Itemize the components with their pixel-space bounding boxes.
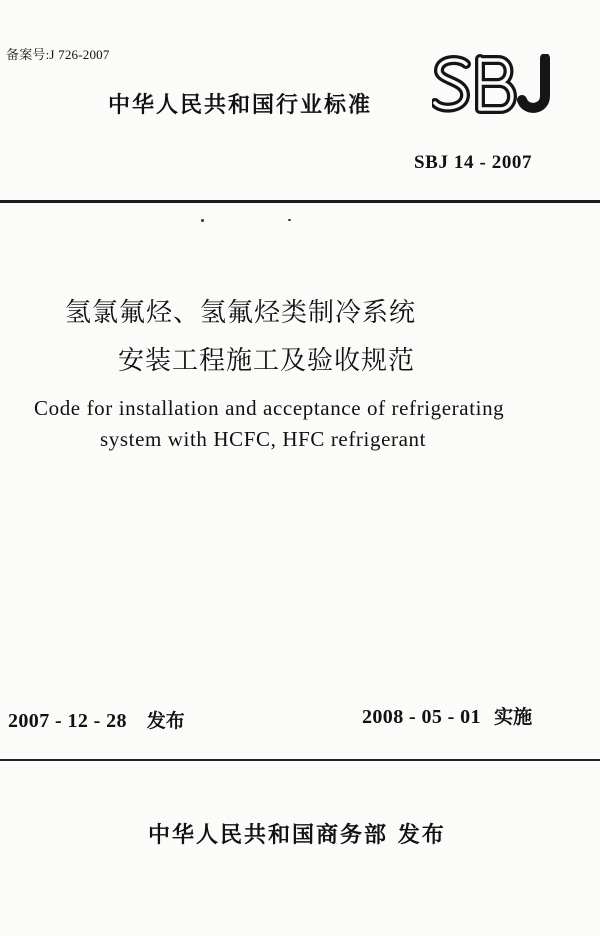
scan-speck [201, 219, 204, 222]
publish-label: 发布 [397, 823, 446, 848]
sbj-logo [432, 54, 558, 116]
standard-number: SBJ 14 - 2007 [414, 152, 533, 173]
industry-standard-label: 中华人民共和国行业标准 [108, 93, 373, 118]
footer-divider [0, 759, 600, 761]
publisher-name: 中华人民共和国商务部 [148, 823, 389, 848]
publisher-line [148, 818, 446, 849]
scan-speck [288, 219, 291, 221]
issue-date-block [8, 706, 185, 733]
title-chinese-line-2: 安装工程施工及验收规范 [118, 346, 416, 376]
header-divider [0, 200, 600, 203]
issue-label: 发布 [146, 710, 185, 732]
implementation-date-block [362, 702, 532, 729]
issue-date: 2007 - 12 - 28 [8, 710, 127, 732]
title-english-line-1: Code for installation and acceptance of refrigerating [34, 396, 505, 420]
record-number: 备案号:J 726-2007 [6, 47, 110, 62]
implementation-label: 实施 [494, 706, 533, 728]
title-english-line-2: system with HCFC, HFC refrigerant [100, 427, 427, 451]
implementation-date: 2008 - 05 - 01 [362, 706, 481, 728]
title-chinese-line-1: 氢氯氟烃、氢氟烃类制冷系统 [65, 298, 417, 328]
